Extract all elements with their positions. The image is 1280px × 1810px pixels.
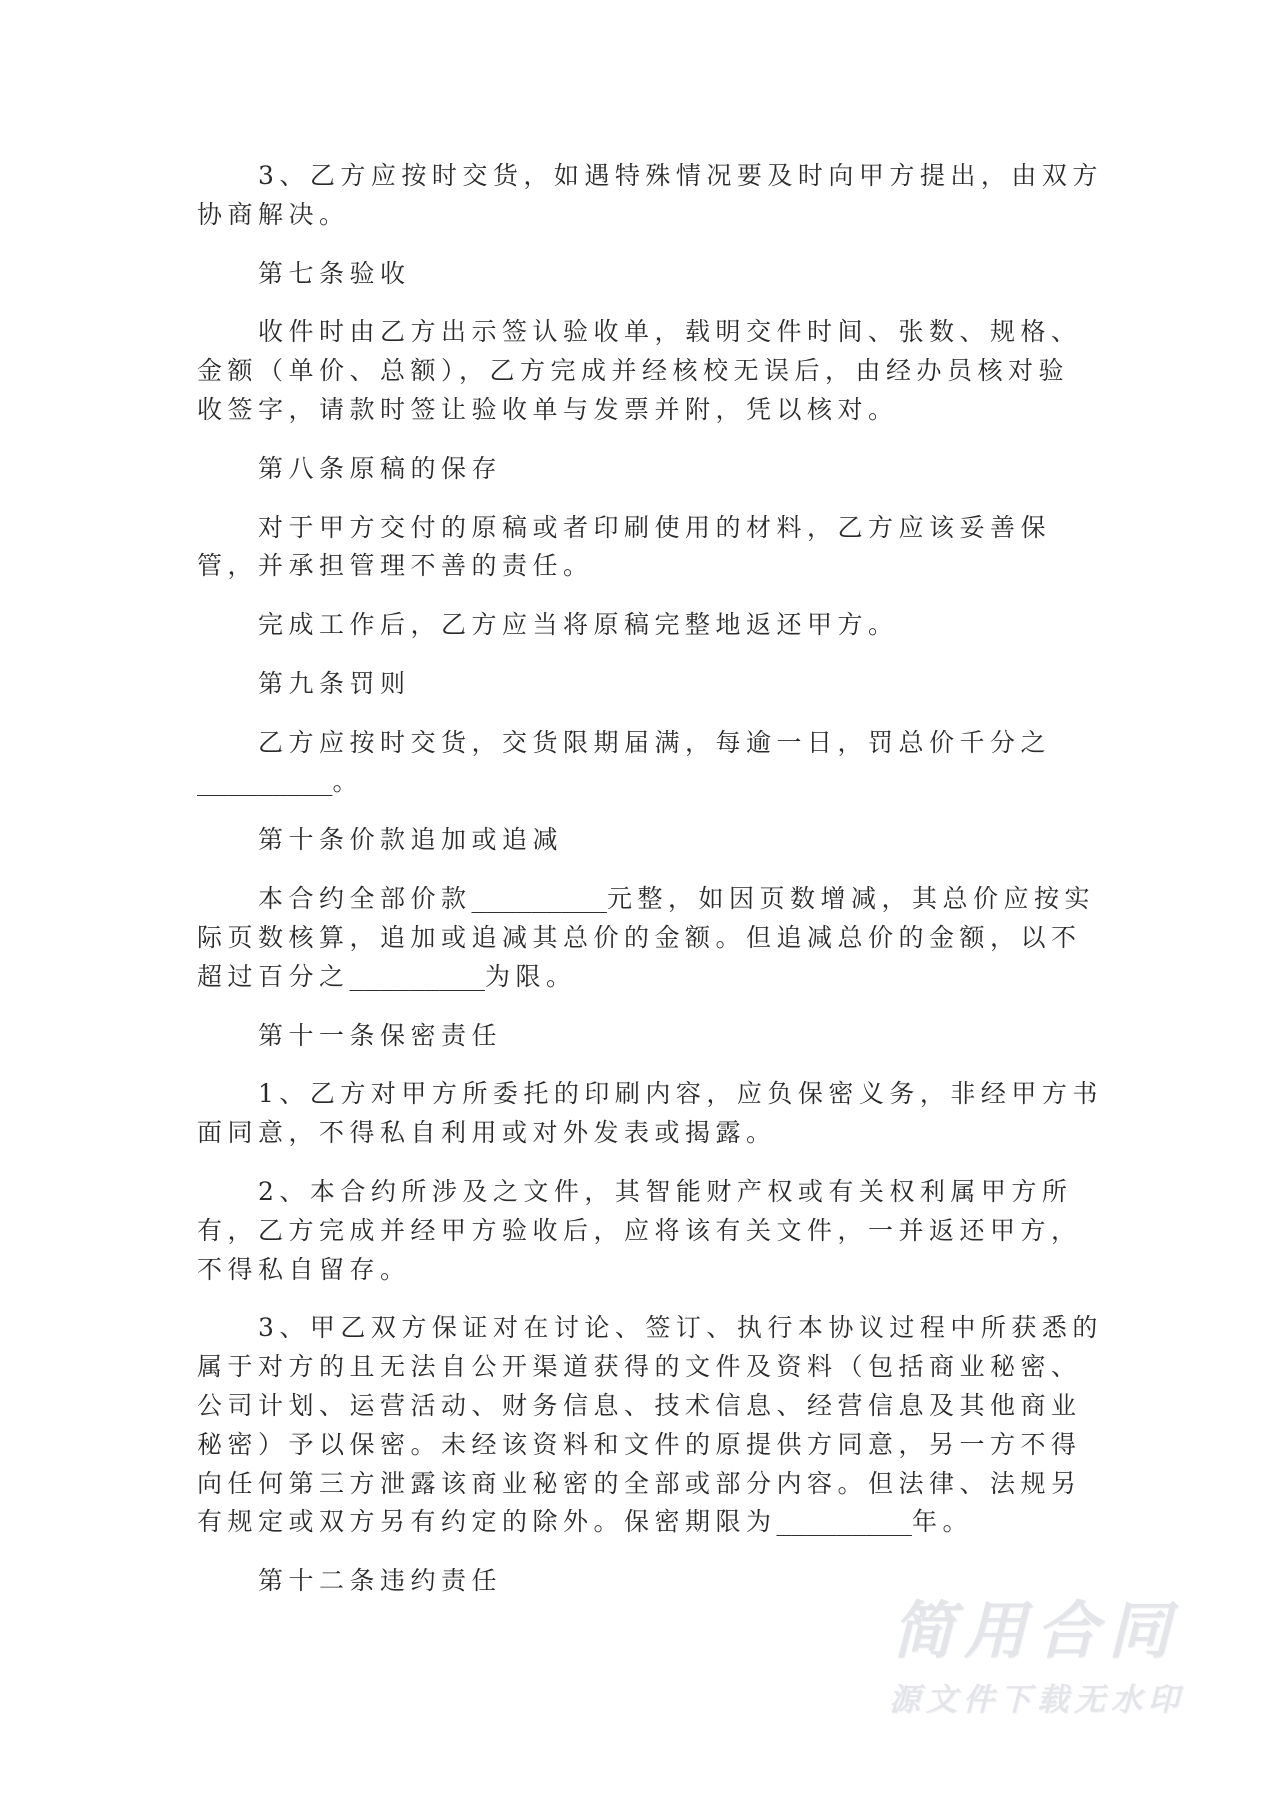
text-line: 收签字，请款时签让验收单与发票并附，凭以核对。 [197, 394, 899, 424]
fill-in-blank: _________ [471, 884, 607, 914]
fill-in-blank: _________ [776, 1507, 912, 1537]
text-line: 第十条价款追加或追减 [258, 825, 564, 855]
text-line: 收件时由乙方出示签认验收单，载明交件时间、张数、规格、 [258, 317, 1082, 347]
text-line: 际页数核算，追加或追减其总价的金额。但追减总价的金额，以不 [197, 922, 1082, 952]
text-line: 2、本合约所涉及之文件，其智能财产权或有关权利属甲方所 [258, 1176, 1073, 1206]
clause-heading [197, 665, 1083, 704]
watermark-tagline: 源文件下载无水印 [889, 1682, 1185, 1718]
text-line: 不得私自留存。 [197, 1254, 411, 1284]
text-line: 3、乙方应按时交货，如遇特殊情况要及时向甲方提出，由双方 [258, 161, 1103, 190]
text-line: 金额（单价、总额），乙方完成并经核校无误后，由经办员核对验 [197, 356, 1070, 386]
paragraph [197, 724, 1083, 802]
text-line: 3、甲乙双方保证对在讨论、签订、执行本协议过程中所获悉的 [258, 1313, 1103, 1343]
text-line: _________。 [197, 766, 363, 796]
watermark [889, 1594, 1199, 1718]
text-line: 协商解决。 [197, 199, 350, 229]
text-line: 管，并承担管理不善的责任。 [197, 551, 594, 581]
watermark-title: 简用合同 [892, 1594, 1181, 1667]
text-line: 秘密）予以保密。未经该资料和文件的原提供方同意，另一方不得 [197, 1429, 1082, 1459]
text-line: 本合约全部价款_________元整，如因页数增减，其总价应按实 [258, 884, 1095, 914]
text-line: 第八条原稿的保存 [258, 453, 503, 483]
text-line: 超过百分之_________为限。 [197, 961, 577, 991]
paragraph [197, 606, 1083, 645]
text-line: 第七条验收 [258, 258, 411, 288]
paragraph [197, 157, 1103, 235]
clause-heading [197, 821, 1083, 860]
paragraph [197, 880, 1095, 996]
text-line: 第十一条保密责任 [258, 1020, 503, 1050]
text-line: 第十二条违约责任 [258, 1566, 503, 1596]
text-line: 属于对方的且无法自公开渠道获得的文件及资料（包括商业秘密、 [197, 1352, 1082, 1382]
text-line: 有，乙方完成并经甲方验收后，应将该有关文件，一并返还甲方， [197, 1215, 1082, 1245]
paragraph [197, 1075, 1103, 1153]
text-line: 对于甲方交付的原稿或者印刷使用的材料，乙方应该妥善保 [258, 512, 1052, 542]
clause-heading [197, 450, 1083, 489]
clause-heading [197, 1017, 1083, 1056]
document-body [197, 157, 1103, 1621]
paragraph [197, 1173, 1083, 1289]
paragraph [197, 509, 1083, 587]
text-line: 乙方应按时交货，交货限期届满，每逾一日，罚总价千分之 [258, 727, 1052, 757]
clause-heading [197, 255, 1083, 294]
text-line: 1、乙方对甲方所委托的印刷内容，应负保密义务，非经甲方书 [258, 1079, 1103, 1109]
paragraph [197, 1309, 1103, 1542]
text-line: 完成工作后，乙方应当将原稿完整地返还甲方。 [258, 610, 899, 640]
text-line: 面同意，不得私自利用或对外发表或揭露。 [197, 1118, 777, 1148]
fill-in-blank: _________ [197, 766, 333, 796]
text-line: 第九条罚则 [258, 668, 411, 698]
text-line: 有规定或双方另有约定的除外。保密期限为_________年。 [197, 1507, 973, 1537]
text-line: 公司计划、运营活动、财务信息、技术信息、经营信息及其他商业 [197, 1390, 1082, 1420]
text-line: 向任何第三方泄露该商业秘密的全部或部分内容。但法律、法规另 [197, 1468, 1082, 1498]
fill-in-blank: _________ [349, 961, 485, 991]
paragraph [197, 313, 1083, 429]
